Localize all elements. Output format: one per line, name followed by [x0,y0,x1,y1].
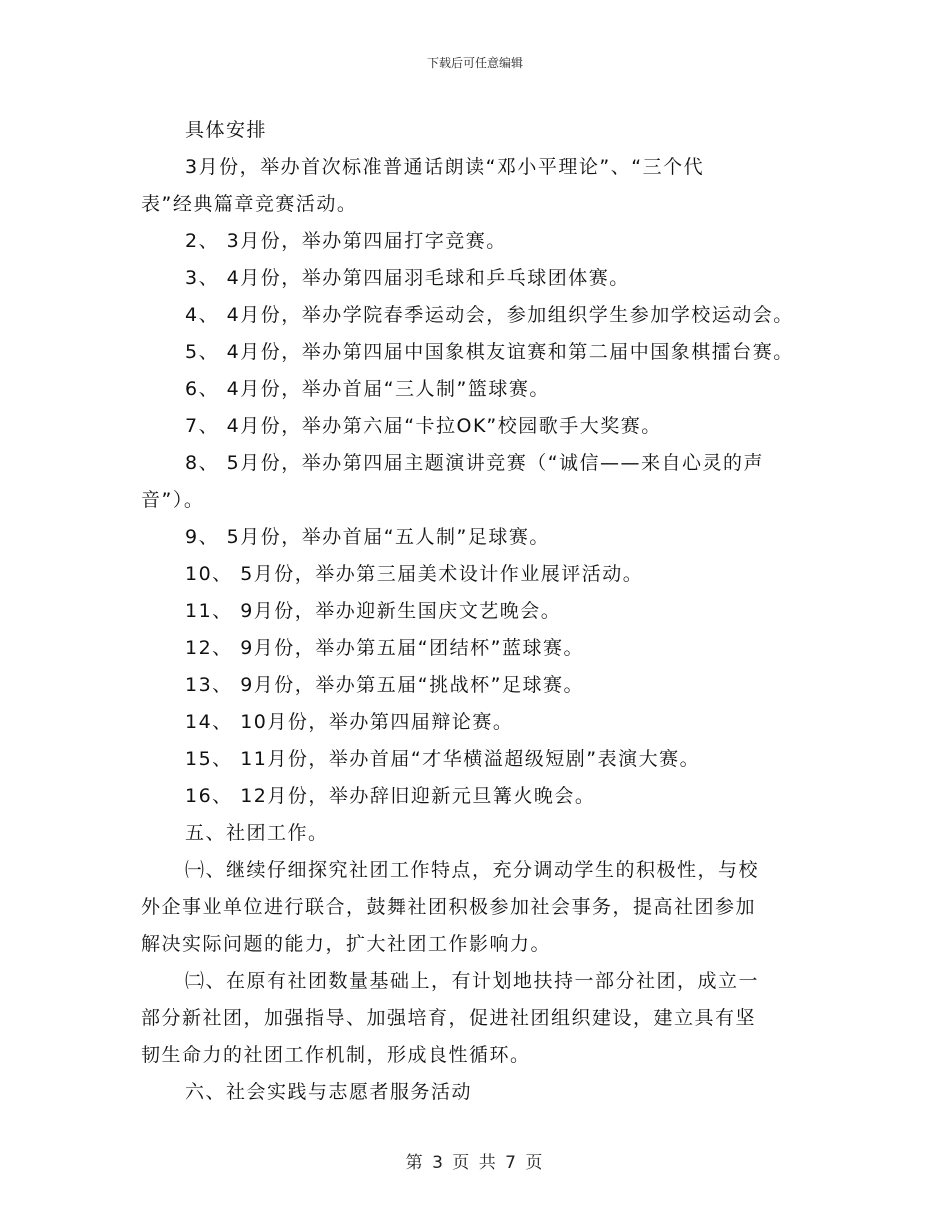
text-line: ㈠、继续仔细探究社团工作特点，充分调动学生的积极性，与校 [185,859,760,881]
text-line: 6、 4月份，举办首届“三人制”篮球赛。 [185,378,550,400]
text-line: 2、 3月份，举办第四届打字竞赛。 [185,230,507,252]
text-line: 13、 9月份，举办第五届“挑战杯”足球赛。 [185,674,584,696]
text-line: 8、 5月份，举办第四届主题演讲竞赛（“诚信——来自心灵的声 [185,452,765,474]
text-line: 韧生命力的社团工作机制，形成良性循环。 [141,1044,531,1066]
text-line: 3、 4月份，举办第四届羽毛球和乒乓球团体赛。 [185,267,630,289]
text-line: 4、 4月份，举办学院春季运动会，参加组织学生参加学校运动会。 [185,304,794,326]
text-line: 六、社会实践与志愿者服务活动 [185,1081,473,1103]
text-line: 9、 5月份，举办首届“五人制”足球赛。 [185,526,550,548]
text-line: 15、 11月份，举办首届“才华横溢超级短剧”表演大赛。 [185,748,701,770]
text-line: 10、 5月份，举办第三届美术设计作业展评活动。 [185,563,644,585]
page-header: 下载后可任意编辑 [426,56,523,70]
text-line: 外企事业单位进行联合，鼓舞社团积极参加社会事务，提高社团参加 [141,896,757,918]
text-line: 具体安排 [185,119,268,141]
text-line: 7、 4月份，举办第六届“卡拉OK”校园歌手大奖赛。 [185,415,662,437]
page-footer: 第 3 页 共 7 页 [405,1153,545,1173]
text-line: 解决实际问题的能力，扩大社团工作影响力。 [141,933,552,955]
text-line: 12、 9月份，举办第五届“团结杯”蓝球赛。 [185,637,584,659]
text-line: ㈡、在原有社团数量基础上，有计划地扶持一部分社团，成立一 [185,970,760,992]
text-line: 3月份，举办首次标准普通话朗读“邓小平理论”、“三个代 [185,156,705,178]
document-body [141,112,841,1111]
text-line: 5、 4月份，举办第四届中国象棋友谊赛和第二届中国象棋擂台赛。 [185,341,794,363]
text-line: 五、社团工作。 [185,822,329,844]
text-line: 部分新社团，加强指导、加强培育，促进社团组织建设，建立具有坚 [141,1007,757,1029]
text-line: 表”经典篇章竞赛活动。 [141,193,358,215]
text-line: 14、 10月份，举办第四届辩论赛。 [185,711,514,733]
text-line: 16、 12月份，举办辞旧迎新元旦篝火晚会。 [185,785,596,807]
text-line: 11、 9月份，举办迎新生国庆文艺晚会。 [185,600,562,622]
text-line: 音”）。 [141,489,205,511]
